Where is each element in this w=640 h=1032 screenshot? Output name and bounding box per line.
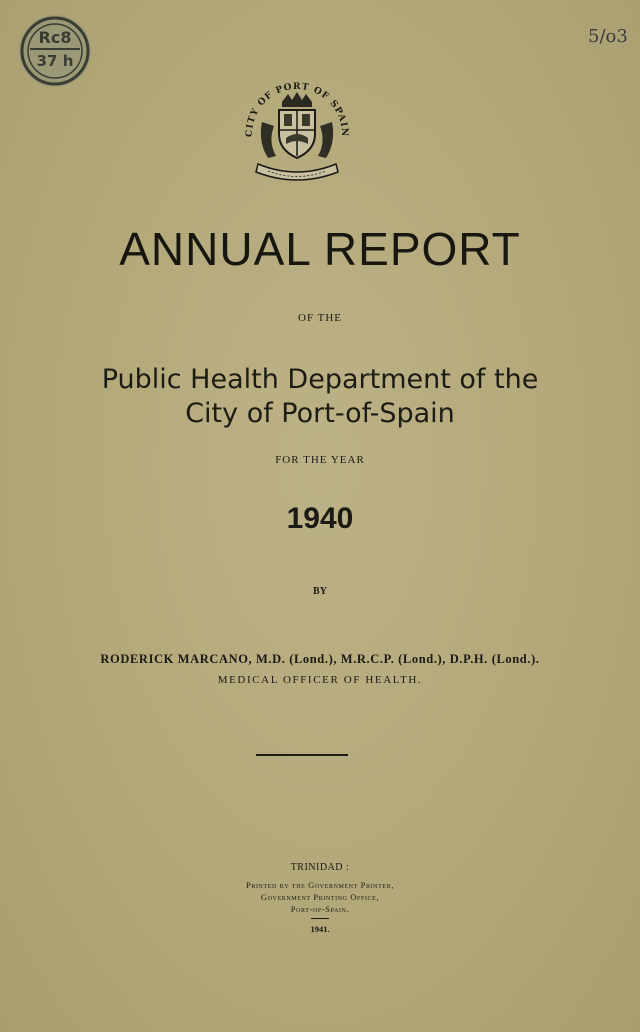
author-title: MEDICAL OFFICER OF HEALTH. xyxy=(217,674,423,686)
imprint-city: Port-of-Spain. xyxy=(290,904,350,914)
coat-of-arms-icon xyxy=(238,72,356,190)
department-line-1: Public Health Department of the xyxy=(101,364,539,395)
crest-arc-text: CITY OF PORT OF SPAIN xyxy=(244,81,350,138)
divider-rule xyxy=(256,754,348,756)
of-the-label: OF THE xyxy=(298,312,342,324)
imprint-office: Government Printing Office, xyxy=(260,892,380,902)
handwritten-reference: 5/o3 xyxy=(588,26,628,47)
publication-year: 1941. xyxy=(310,924,330,934)
stamp-line-2: 37 h xyxy=(36,52,74,70)
short-divider xyxy=(311,918,329,919)
imprint-place: TRINIDAD : xyxy=(290,862,350,873)
city-crest xyxy=(238,72,356,190)
imprint-printer: Printed by the Government Printer, xyxy=(246,880,394,890)
by-label: BY xyxy=(313,586,327,597)
stamp-line-1: Rc8 xyxy=(38,28,72,47)
for-the-year-label: FOR THE YEAR xyxy=(275,454,365,466)
report-title: ANNUAL REPORT xyxy=(119,223,521,275)
library-stamp xyxy=(16,12,94,90)
department-line-2: City of Port-of-Spain xyxy=(185,398,455,429)
report-year: 1940 xyxy=(286,502,354,535)
author-name: RODERICK MARCANO, M.D. (Lond.), M.R.C.P. (Lond.), D.P.H. (Lond.). xyxy=(100,652,540,666)
stamp-circle-icon xyxy=(16,12,94,90)
